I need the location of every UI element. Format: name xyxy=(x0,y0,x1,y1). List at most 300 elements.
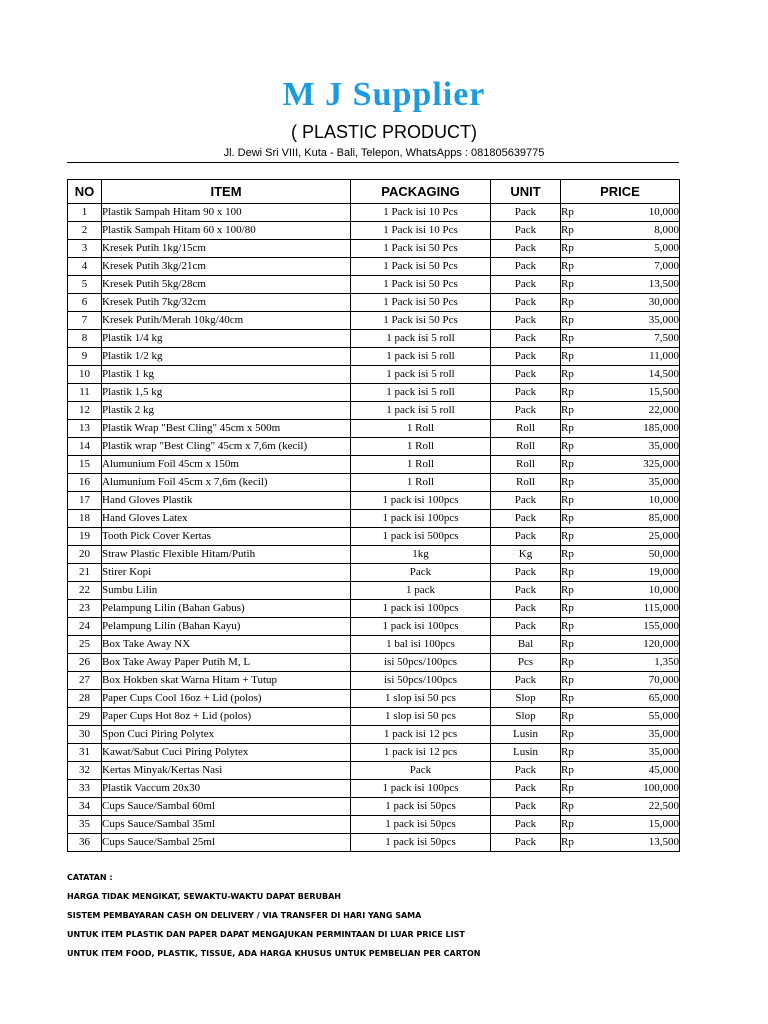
row-price xyxy=(561,654,680,672)
row-price xyxy=(561,456,680,474)
row-item: Alumunium Foil 45cm x 150m xyxy=(102,456,351,474)
row-item: Spon Cuci Piring Polytex xyxy=(102,726,351,744)
row-item: Kresek Putih/Merah 10kg/40cm xyxy=(102,312,351,330)
table-row xyxy=(68,510,680,528)
price-amount: 10,000 xyxy=(648,206,679,218)
row-number: 4 xyxy=(68,258,102,276)
price-amount: 120,000 xyxy=(643,638,679,650)
price-amount: 15,500 xyxy=(648,386,679,398)
table-row xyxy=(68,222,680,240)
price-amount: 65,000 xyxy=(648,692,679,704)
row-unit: Pack xyxy=(491,276,561,294)
row-unit: Pack xyxy=(491,402,561,420)
row-packaging: 1 Roll xyxy=(351,456,491,474)
row-number: 36 xyxy=(68,834,102,852)
row-packaging: 1 Roll xyxy=(351,420,491,438)
row-unit: Pack xyxy=(491,618,561,636)
row-price xyxy=(561,816,680,834)
table-row xyxy=(68,546,680,564)
row-packaging: 1kg xyxy=(351,546,491,564)
row-packaging: 1 pack isi 100pcs xyxy=(351,618,491,636)
row-unit: Pack xyxy=(491,762,561,780)
table-row xyxy=(68,690,680,708)
row-price xyxy=(561,330,680,348)
row-unit: Pack xyxy=(491,204,561,222)
table-row xyxy=(68,582,680,600)
row-item: Box Hokben skat Warna Hitam + Tutup xyxy=(102,672,351,690)
row-item: Plastik Vaccum 20x30 xyxy=(102,780,351,798)
table-row xyxy=(68,528,680,546)
row-number: 10 xyxy=(68,366,102,384)
row-price xyxy=(561,618,680,636)
header-price: PRICE xyxy=(561,180,680,204)
row-unit: Pack xyxy=(491,816,561,834)
row-number: 7 xyxy=(68,312,102,330)
row-packaging: 1 Pack isi 50 Pcs xyxy=(351,276,491,294)
price-amount: 35,000 xyxy=(648,314,679,326)
row-packaging: 1 pack isi 50pcs xyxy=(351,834,491,852)
company-subtitle: ( PLASTIC PRODUCT) xyxy=(290,122,477,142)
table-row xyxy=(68,672,680,690)
row-number: 9 xyxy=(68,348,102,366)
row-number: 6 xyxy=(68,294,102,312)
row-packaging: 1 slop isi 50 pcs xyxy=(351,708,491,726)
price-amount: 13,500 xyxy=(648,836,679,848)
note-line: UNTUK ITEM PLASTIK DAN PAPER DAPAT MENGAJUKAN PERMINTAAN DI LUAR PRICE LIST xyxy=(67,930,465,939)
currency-label: Rp xyxy=(561,836,574,848)
row-unit: Pack xyxy=(491,384,561,402)
row-item: Cups Sauce/Sambal 35ml xyxy=(102,816,351,834)
row-packaging: 1 pack isi 5 roll xyxy=(351,402,491,420)
row-item: Kresek Putih 3kg/21cm xyxy=(102,258,351,276)
row-number: 24 xyxy=(68,618,102,636)
table-row xyxy=(68,366,680,384)
table-row xyxy=(68,798,680,816)
row-item: Kresek Putih 5kg/28cm xyxy=(102,276,351,294)
row-packaging: 1 slop isi 50 pcs xyxy=(351,690,491,708)
currency-label: Rp xyxy=(561,548,574,560)
row-number: 11 xyxy=(68,384,102,402)
currency-label: Rp xyxy=(561,350,574,362)
row-price xyxy=(561,510,680,528)
table-row xyxy=(68,744,680,762)
row-number: 34 xyxy=(68,798,102,816)
row-packaging: Pack xyxy=(351,762,491,780)
row-packaging: 1 pack isi 12 pcs xyxy=(351,744,491,762)
row-packaging: isi 50pcs/100pcs xyxy=(351,672,491,690)
company-title: M J Supplier xyxy=(282,76,486,113)
table-row xyxy=(68,636,680,654)
row-price xyxy=(561,672,680,690)
row-packaging: 1 pack isi 50pcs xyxy=(351,816,491,834)
row-unit: Pack xyxy=(491,240,561,258)
row-packaging: 1 Pack isi 10 Pcs xyxy=(351,222,491,240)
row-item: Sumbu Lilin xyxy=(102,582,351,600)
row-item: Hand Gloves Latex xyxy=(102,510,351,528)
row-unit: Slop xyxy=(491,708,561,726)
note-line: HARGA TIDAK MENGIKAT, SEWAKTU-WAKTU DAPAT BERUBAH xyxy=(67,892,341,901)
row-item: Plastik wrap "Best Cling" 45cm x 7,6m (kecil) xyxy=(102,438,351,456)
row-number: 17 xyxy=(68,492,102,510)
row-item: Kertas Minyak/Kertas Nasi xyxy=(102,762,351,780)
notes-section xyxy=(67,868,707,963)
row-item: Plastik 2 kg xyxy=(102,402,351,420)
table-row xyxy=(68,294,680,312)
price-amount: 35,000 xyxy=(648,728,679,740)
header-packaging: PACKAGING xyxy=(351,180,491,204)
row-unit: Pack xyxy=(491,222,561,240)
price-amount: 19,000 xyxy=(648,566,679,578)
row-unit: Kg xyxy=(491,546,561,564)
header-divider xyxy=(67,162,679,163)
row-price xyxy=(561,438,680,456)
row-number: 14 xyxy=(68,438,102,456)
row-price xyxy=(561,564,680,582)
currency-label: Rp xyxy=(561,404,574,416)
header-no: NO xyxy=(68,180,102,204)
row-number: 12 xyxy=(68,402,102,420)
currency-label: Rp xyxy=(561,800,574,812)
row-unit: Pack xyxy=(491,780,561,798)
company-address: Jl. Dewi Sri VIII, Kuta - Bali, Telepon, WhatsApps : 081805639775 xyxy=(223,147,545,159)
row-unit: Pack xyxy=(491,348,561,366)
row-number: 3 xyxy=(68,240,102,258)
currency-label: Rp xyxy=(561,314,574,326)
currency-label: Rp xyxy=(561,674,574,686)
row-item: Alumunium Foil 45cm x 7,6m (kecil) xyxy=(102,474,351,492)
row-number: 25 xyxy=(68,636,102,654)
price-amount: 5,000 xyxy=(654,242,679,254)
row-price xyxy=(561,240,680,258)
currency-label: Rp xyxy=(561,728,574,740)
price-amount: 7,500 xyxy=(654,332,679,344)
table-row xyxy=(68,618,680,636)
row-item: Plastik 1,5 kg xyxy=(102,384,351,402)
row-unit: Pack xyxy=(491,798,561,816)
row-number: 20 xyxy=(68,546,102,564)
row-packaging: 1 pack isi 5 roll xyxy=(351,366,491,384)
row-unit: Slop xyxy=(491,690,561,708)
price-amount: 155,000 xyxy=(643,620,679,632)
row-price xyxy=(561,690,680,708)
table-row xyxy=(68,276,680,294)
row-price xyxy=(561,492,680,510)
currency-label: Rp xyxy=(561,494,574,506)
row-price xyxy=(561,258,680,276)
row-unit: Pack xyxy=(491,312,561,330)
row-item: Tooth Pick Cover Kertas xyxy=(102,528,351,546)
price-amount: 30,000 xyxy=(648,296,679,308)
table-row xyxy=(68,564,680,582)
price-amount: 70,000 xyxy=(648,674,679,686)
price-amount: 185,000 xyxy=(643,422,679,434)
row-item: Cups Sauce/Sambal 60ml xyxy=(102,798,351,816)
row-item: Box Take Away Paper Putih M, L xyxy=(102,654,351,672)
price-amount: 35,000 xyxy=(648,746,679,758)
row-packaging: 1 bal isi 100pcs xyxy=(351,636,491,654)
price-amount: 325,000 xyxy=(643,458,679,470)
price-amount: 50,000 xyxy=(648,548,679,560)
row-price xyxy=(561,528,680,546)
row-price xyxy=(561,834,680,852)
row-item: Paper Cups Cool 16oz + Lid (polos) xyxy=(102,690,351,708)
row-unit: Roll xyxy=(491,420,561,438)
table-row xyxy=(68,816,680,834)
row-item: Kresek Putih 7kg/32cm xyxy=(102,294,351,312)
row-number: 19 xyxy=(68,528,102,546)
row-packaging: 1 Roll xyxy=(351,474,491,492)
table-row xyxy=(68,312,680,330)
row-number: 18 xyxy=(68,510,102,528)
row-unit: Roll xyxy=(491,438,561,456)
price-amount: 22,500 xyxy=(648,800,679,812)
currency-label: Rp xyxy=(561,260,574,272)
table-row xyxy=(68,492,680,510)
currency-label: Rp xyxy=(561,278,574,290)
price-amount: 45,000 xyxy=(648,764,679,776)
row-unit: Pcs xyxy=(491,654,561,672)
currency-label: Rp xyxy=(561,458,574,470)
currency-label: Rp xyxy=(561,476,574,488)
note-line: UNTUK ITEM FOOD, PLASTIK, TISSUE, ADA HARGA KHUSUS UNTUK PEMBELIAN PER CARTON xyxy=(67,949,481,958)
price-amount: 1,350 xyxy=(654,656,679,668)
row-item: Pelampung Lilin (Bahan Gabus) xyxy=(102,600,351,618)
currency-label: Rp xyxy=(561,422,574,434)
row-number: 8 xyxy=(68,330,102,348)
row-unit: Pack xyxy=(491,294,561,312)
currency-label: Rp xyxy=(561,602,574,614)
row-unit: Pack xyxy=(491,510,561,528)
currency-label: Rp xyxy=(561,818,574,830)
currency-label: Rp xyxy=(561,656,574,668)
row-packaging: 1 pack isi 100pcs xyxy=(351,492,491,510)
currency-label: Rp xyxy=(561,440,574,452)
row-number: 13 xyxy=(68,420,102,438)
notes-heading: CATATAN : xyxy=(67,873,113,882)
row-number: 28 xyxy=(68,690,102,708)
row-item: Plastik 1/2 kg xyxy=(102,348,351,366)
row-packaging: 1 pack isi 50pcs xyxy=(351,798,491,816)
currency-label: Rp xyxy=(561,242,574,254)
row-number: 16 xyxy=(68,474,102,492)
row-item: Straw Plastic Flexible Hitam/Putih xyxy=(102,546,351,564)
row-number: 33 xyxy=(68,780,102,798)
table-row xyxy=(68,330,680,348)
row-item: Plastik Wrap "Best Cling" 45cm x 500m xyxy=(102,420,351,438)
currency-label: Rp xyxy=(561,692,574,704)
row-item: Box Take Away NX xyxy=(102,636,351,654)
row-unit: Pack xyxy=(491,834,561,852)
row-unit: Pack xyxy=(491,330,561,348)
row-packaging: 1 pack isi 5 roll xyxy=(351,330,491,348)
row-unit: Pack xyxy=(491,528,561,546)
table-row xyxy=(68,348,680,366)
currency-label: Rp xyxy=(561,566,574,578)
row-number: 22 xyxy=(68,582,102,600)
row-price xyxy=(561,636,680,654)
header-item: ITEM xyxy=(102,180,351,204)
row-price xyxy=(561,780,680,798)
table-row xyxy=(68,654,680,672)
row-price xyxy=(561,600,680,618)
row-item: Cups Sauce/Sambal 25ml xyxy=(102,834,351,852)
row-packaging: Pack xyxy=(351,564,491,582)
row-price xyxy=(561,384,680,402)
row-item: Pelampung Lilin (Bahan Kayu) xyxy=(102,618,351,636)
table-body xyxy=(68,204,680,852)
table-row xyxy=(68,600,680,618)
currency-label: Rp xyxy=(561,332,574,344)
row-packaging: 1 pack isi 5 roll xyxy=(351,348,491,366)
row-packaging: 1 pack xyxy=(351,582,491,600)
row-packaging: 1 Pack isi 50 Pcs xyxy=(351,240,491,258)
price-amount: 100,000 xyxy=(643,782,679,794)
row-unit: Pack xyxy=(491,492,561,510)
row-number: 23 xyxy=(68,600,102,618)
row-packaging: 1 Pack isi 10 Pcs xyxy=(351,204,491,222)
table-row xyxy=(68,384,680,402)
row-price xyxy=(561,204,680,222)
currency-label: Rp xyxy=(561,296,574,308)
table-row xyxy=(68,240,680,258)
row-number: 5 xyxy=(68,276,102,294)
currency-label: Rp xyxy=(561,746,574,758)
row-unit: Lusin xyxy=(491,726,561,744)
header-unit: UNIT xyxy=(491,180,561,204)
row-number: 32 xyxy=(68,762,102,780)
row-price xyxy=(561,546,680,564)
note-line: SISTEM PEMBAYARAN CASH ON DELIVERY / VIA TRANSFER DI HARI YANG SAMA xyxy=(67,911,422,920)
row-price xyxy=(561,474,680,492)
table-row xyxy=(68,762,680,780)
row-unit: Pack xyxy=(491,582,561,600)
row-number: 26 xyxy=(68,654,102,672)
currency-label: Rp xyxy=(561,638,574,650)
currency-label: Rp xyxy=(561,206,574,218)
row-number: 2 xyxy=(68,222,102,240)
row-item: Hand Gloves Plastik xyxy=(102,492,351,510)
row-price xyxy=(561,582,680,600)
row-price xyxy=(561,348,680,366)
price-amount: 35,000 xyxy=(648,476,679,488)
price-amount: 7,000 xyxy=(654,260,679,272)
price-amount: 115,000 xyxy=(643,602,679,614)
row-unit: Pack xyxy=(491,366,561,384)
row-item: Plastik Sampah Hitam 90 x 100 xyxy=(102,204,351,222)
table-row xyxy=(68,474,680,492)
row-price xyxy=(561,402,680,420)
row-price xyxy=(561,294,680,312)
table-row xyxy=(68,456,680,474)
row-number: 30 xyxy=(68,726,102,744)
row-packaging: 1 Pack isi 50 Pcs xyxy=(351,258,491,276)
table-row xyxy=(68,708,680,726)
currency-label: Rp xyxy=(561,368,574,380)
row-packaging: 1 Roll xyxy=(351,438,491,456)
row-packaging: 1 Pack isi 50 Pcs xyxy=(351,294,491,312)
row-number: 31 xyxy=(68,744,102,762)
table-row xyxy=(68,834,680,852)
row-item: Plastik 1/4 kg xyxy=(102,330,351,348)
price-amount: 10,000 xyxy=(648,584,679,596)
row-packaging: isi 50pcs/100pcs xyxy=(351,654,491,672)
row-unit: Pack xyxy=(491,258,561,276)
currency-label: Rp xyxy=(561,764,574,776)
price-amount: 55,000 xyxy=(648,710,679,722)
row-unit: Roll xyxy=(491,456,561,474)
currency-label: Rp xyxy=(561,512,574,524)
currency-label: Rp xyxy=(561,530,574,542)
row-unit: Lusin xyxy=(491,744,561,762)
table-row xyxy=(68,402,680,420)
row-price xyxy=(561,276,680,294)
row-item: Stirer Kopi xyxy=(102,564,351,582)
row-packaging: 1 pack isi 12 pcs xyxy=(351,726,491,744)
row-price xyxy=(561,312,680,330)
row-packaging: 1 pack isi 100pcs xyxy=(351,510,491,528)
currency-label: Rp xyxy=(561,584,574,596)
row-item: Paper Cups Hot 8oz + Lid (polos) xyxy=(102,708,351,726)
table-header-row xyxy=(68,180,680,204)
row-price xyxy=(561,744,680,762)
row-price xyxy=(561,708,680,726)
row-price xyxy=(561,726,680,744)
row-packaging: 1 pack isi 100pcs xyxy=(351,600,491,618)
table-row xyxy=(68,726,680,744)
price-amount: 15,000 xyxy=(648,818,679,830)
row-item: Plastik 1 kg xyxy=(102,366,351,384)
row-packaging: 1 pack isi 5 roll xyxy=(351,384,491,402)
row-item: Kresek Putih 1kg/15cm xyxy=(102,240,351,258)
row-price xyxy=(561,762,680,780)
row-number: 27 xyxy=(68,672,102,690)
price-amount: 13,500 xyxy=(648,278,679,290)
price-amount: 25,000 xyxy=(648,530,679,542)
row-number: 21 xyxy=(68,564,102,582)
row-packaging: 1 Pack isi 50 Pcs xyxy=(351,312,491,330)
currency-label: Rp xyxy=(561,620,574,632)
table-row xyxy=(68,438,680,456)
price-amount: 22,000 xyxy=(648,404,679,416)
row-unit: Pack xyxy=(491,672,561,690)
row-number: 29 xyxy=(68,708,102,726)
price-amount: 85,000 xyxy=(648,512,679,524)
price-amount: 8,000 xyxy=(654,224,679,236)
row-price xyxy=(561,366,680,384)
row-item: Plastik Sampah Hitam 60 x 100/80 xyxy=(102,222,351,240)
price-amount: 10,000 xyxy=(648,494,679,506)
row-packaging: 1 pack isi 100pcs xyxy=(351,780,491,798)
currency-label: Rp xyxy=(561,782,574,794)
row-price xyxy=(561,798,680,816)
row-price xyxy=(561,420,680,438)
price-amount: 35,000 xyxy=(648,440,679,452)
currency-label: Rp xyxy=(561,386,574,398)
table-row xyxy=(68,420,680,438)
row-number: 35 xyxy=(68,816,102,834)
row-item: Kawat/Sabut Cuci Piring Polytex xyxy=(102,744,351,762)
row-unit: Pack xyxy=(491,564,561,582)
row-unit: Pack xyxy=(491,600,561,618)
price-amount: 14,500 xyxy=(648,368,679,380)
row-unit: Bal xyxy=(491,636,561,654)
price-table xyxy=(67,179,680,852)
row-number: 15 xyxy=(68,456,102,474)
table-row xyxy=(68,258,680,276)
row-packaging: 1 pack isi 500pcs xyxy=(351,528,491,546)
currency-label: Rp xyxy=(561,224,574,236)
row-number: 1 xyxy=(68,204,102,222)
